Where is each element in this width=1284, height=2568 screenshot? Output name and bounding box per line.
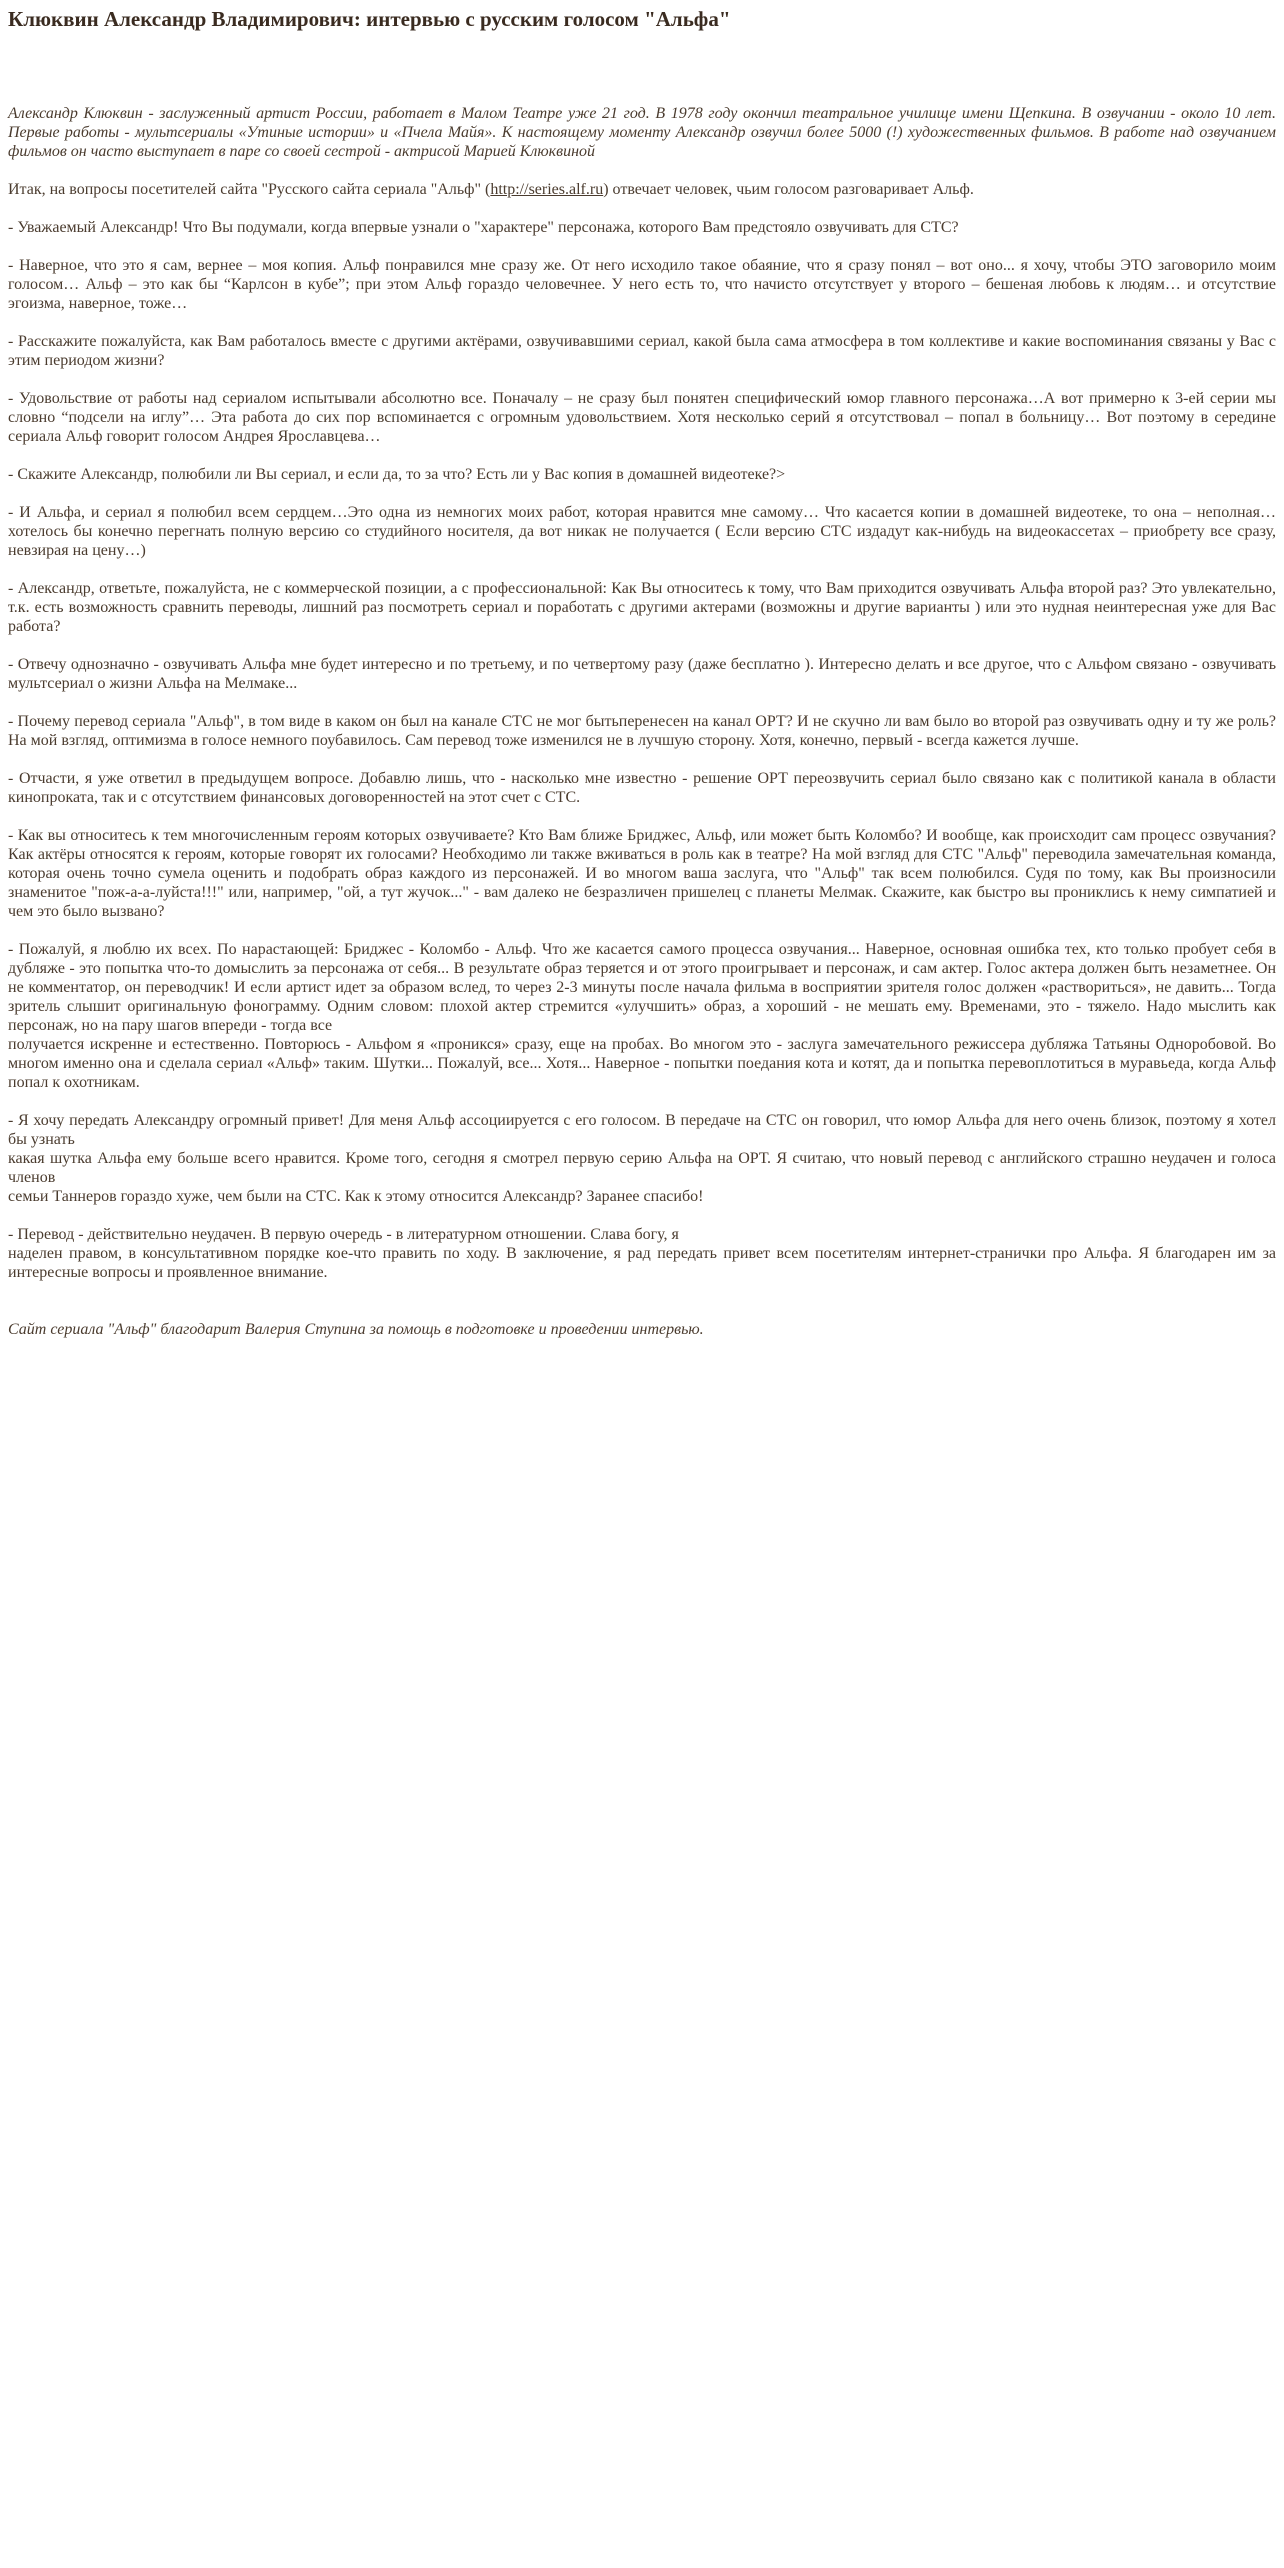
paragraph-line: какая шутка Альфа ему больше всего нравится. Кроме того, сегодня я смотрел первую серию Альфа на ОРТ. Я считаю, что новый перевод с английского страшно неудачен и голоса членов (8, 1150, 1276, 1186)
paragraph-line: - Пожалуй, я люблю их всех. По нарастающей: Бриджес - Коломбо - Альф. Что же касается самого процесса озвучания... Наверное, основная ошибка тех, кто только пробует себя в дубляже - это попытка что-то домыслить за персонажа от себя... В результате образ теряется и от этого проигрывает и персонаж, и сам актер. Голос актера должен быть незаметнее. Он не комментатор, он переводчик! И если артист идет за образом вслед, то через 2-3 минуты после начала фильма в восприятии зрителя голос должен «раствориться», не давить... Тогда зритель слышит оригинальную фонограмму. Одним словом: плохой актер стремится «улучшить» образ, а хороший - не мешать ему. Временами, это - тяжело. Надо мыслить как персонаж, но на пару шагов впереди - тогда все (8, 941, 1276, 1034)
interview-paragraph (8, 218, 1276, 237)
site-link[interactable]: http://series.alf.ru (490, 181, 604, 198)
credit-line: Сайт сериала "Альф" благодарит Валерия Ступина за помощь в подготовке и проведении интервью. (8, 1321, 704, 1338)
paragraph-line: - Почему перевод сериала "Альф", в том виде в каком он был на канале СТС не мог бытьперенесен на канал ОРТ? И не скучно ли вам было во второй раз озвучивать одну и ту же роль? На мой взгляд, оптимизма в голосе немного поубавилось. Сам перевод тоже изменился не в лучшую сторону. Хотя, конечно, первый - всегда кажется лучше. (8, 713, 1276, 749)
paragraph-line: - Перевод - действительно неудачен. В первую очередь - в литературном отношении. Слава богу, я (8, 1226, 679, 1243)
paragraph-line: - Как вы относитесь к тем многочисленным героям которых озвучиваете? Кто Вам ближе Бриджес, Альф, или может быть Коломбо? И вообще, как происходит сам процесс озвучания? Как актёры относятся к героям, которые говорят их голосами? Необходимо ли также вживаться в роль как в театре? На мой взгляд для СТС "Альф" переводила замечательная команда, которая очень точно сумела оценить и подобрать образ каждого из персонажей. И во многом ваша заслуга, что "Альф" так всем полюбился. Судя по тому, как Вы произносили знаменитое "пож-а-а-луйста!!!" или, например, "ой, а тут жучок..." - вам далеко не безразличен пришелец с планеты Мелмак. Скажите, как быстро вы прониклись к нему симпатией и чем это было вызвано? (8, 827, 1276, 920)
intro-paragraph: Александр Клюквин - заслуженный артист России, работает в Малом Театре уже 21 год. В 1978 году окончил театральное училище имени Щепкина. В озвучании - около 10 лет. Первые работы - мультсериалы «Утиные истории» и «Пчела Майя». К настоящему моменту Александр озвучил более 5000 (!) художественных фильмов. В работе над озвучанием фильмов он часто выступает в паре со своей сестрой - актрисой Марией Клюквиной (8, 105, 1276, 160)
lead-text-before: Итак, на вопросы посетителей сайта "Русского сайта сериала "Альф" ( (8, 181, 491, 198)
interview-paragraph (8, 256, 1276, 313)
paragraph-line: - Я хочу передать Александру огромный привет! Для меня Альф ассоциируется с его голосом. В передаче на СТС он говорил, что юмор Альфа для него очень близок, поэтому я хотел бы узнать (8, 1112, 1276, 1148)
interview-paragraph (8, 1225, 1276, 1282)
paragraph-line: - Отвечу однозначно - озвучивать Альфа мне будет интересно и по третьему, и по четвертому разу (даже бесплатно ). Интересно делать и все другое, что с Альфом связано - озвучивать мультсериал о жизни Альфа на Мелмаке... (8, 656, 1276, 692)
lead-paragraph (8, 180, 1276, 199)
paragraph-line: получается искренне и естественно. Повторюсь - Альфом я «проникся» сразу, еще на пробах. Во многом это - заслуга замечательного режиссера дубляжа Татьяны Одноробовой. Во многом именно она и сделала сериал «Альф» таким. Шутки... Пожалуй, все... Хотя... Наверное - попытки поедания кота и котят, да и попытка перевоплотиться в муравьеда, когда Альф попал к охотникам. (8, 1036, 1276, 1091)
paragraph-line: - Расскажите пожалуйста, как Вам работалось вместе с другими актёрами, озвучивавшими сериал, какой была сама атмосфера в том коллективе и какие воспоминания связаны у Вас с этим периодом жизни? (8, 333, 1276, 369)
paragraph-line: - Удовольствие от работы над сериалом испытывали абсолютно все. Поначалу – не сразу был понятен специфический юмор главного персонажа…А вот примерно к 3-ей серии мы словно “подсели на иглу”… Эта работа до сих пор вспоминается с огромным удовольствием. Хотя несколько серий я отсутствовал – попал в больницу… Вот поэтому в середине сериала Альф говорит голосом Андрея Ярославцева… (8, 390, 1276, 445)
interview-paragraph (8, 579, 1276, 636)
interview-paragraph (8, 940, 1276, 1092)
paragraph-line: - Отчасти, я уже ответил в предыдущем вопросе. Добавлю лишь, что - насколько мне известно - решение ОРТ переозвучить сериал было связано как с политикой канала в области кинопроката, так и с отсутствием финансовых договоренностей на этот счет с СТС. (8, 770, 1276, 806)
interview-body (8, 218, 1276, 1282)
interview-paragraph (8, 655, 1276, 693)
interview-paragraph (8, 332, 1276, 370)
interview-paragraph (8, 465, 1276, 484)
lead-text-after: ) отвечает человек, чьим голосом разговаривает Альф. (603, 181, 974, 198)
interview-paragraph (8, 769, 1276, 807)
paragraph-line: - Скажите Александр, полюбили ли Вы сериал, и если да, то за что? Есть ли у Вас копия в домашней видеотеке?> (8, 466, 786, 483)
paragraph-line: - И Альфа, и сериал я полюбил всем сердцем…Это одна из немногих моих работ, которая нравится мне самому… Что касается копии в домашней видеотеке, то она – неполная…хотелось бы конечно перегнать полную версию со студийного носителя, да вот никак не получается ( Если версию СТС издадут как-нибудь на видеокассетах – приобрету все сразу, невзирая на цену…) (8, 504, 1276, 559)
page-title: Клюквин Александр Владимирович: интервью с русским голосом "Альфа" (8, 7, 731, 31)
interview-paragraph (8, 389, 1276, 446)
paragraph-line: - Наверное, что это я сам, вернее – моя копия. Альф понравился мне сразу же. От него исходило такое обаяние, что я сразу понял – вот оно... я хочу, чтобы ЭТО заговорило моим голосом… Альф – это как бы “Карлсон в кубе”; при этом Альф гораздо человечнее. У него есть то, что начисто отсутствует у второго – бешеная любовь к людям… и отсутствие эгоизма, наверное, тоже… (8, 257, 1276, 312)
interview-paragraph (8, 712, 1276, 750)
interview-paragraph (8, 826, 1276, 921)
paragraph-line: наделен правом, в консультативном порядке кое-что править по ходу. В заключение, я рад передать привет всем посетителям интернет-странички про Альфа. Я благодарен им за интересные вопросы и проявленное внимание. (8, 1245, 1276, 1281)
interview-paragraph (8, 1111, 1276, 1206)
interview-paragraph (8, 503, 1276, 560)
paragraph-line: семьи Таннеров гораздо хуже, чем были на СТС. Как к этому относится Александр? Заранее спасибо! (8, 1188, 704, 1205)
paragraph-line: - Уважаемый Александр! Что Вы подумали, когда впервые узнали о "характере" персонажа, которого Вам предстояло озвучивать для СТС? (8, 219, 959, 236)
paragraph-line: - Александр, ответьте, пожалуйста, не с коммерческой позиции, а с профессиональной: Как Вы относитесь к тому, что Вам приходится озвучивать Альфа второй раз? Это увлекательно, т.к. есть возможность сравнить переводы, лишний раз посмотреть сериал и поработать с другими актерами (возможны и другие варианты ) или это нудная неинтересная уже для Вас работа? (8, 580, 1276, 635)
